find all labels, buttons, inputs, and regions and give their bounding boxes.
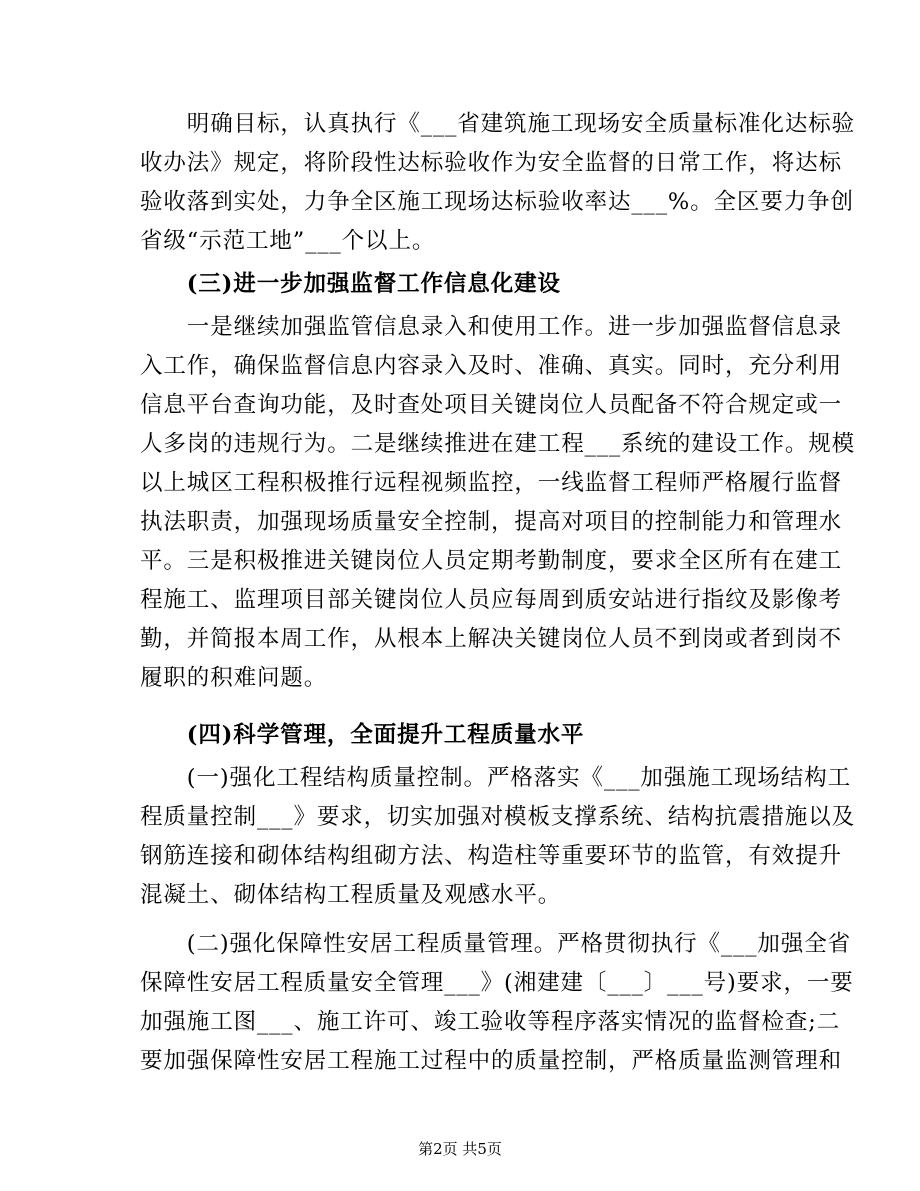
paragraph-line: (二)强化保障性安居工程质量管理。严格贯彻执行《___加强全省 (140, 931, 852, 957)
paragraph-line: 明确目标，认真执行《___省建筑施工现场安全质量标准化达标验 (140, 111, 856, 137)
section-heading: (三)进一步加强监督工作信息化建设 (140, 271, 561, 297)
paragraph-line: (一)强化工程结构质量控制。严格落实《___加强施工现场结构工 (140, 765, 852, 791)
paragraph-line: 程质量控制___》要求，切实加强对模板支撑系统、结构抗震措施以及 (140, 804, 856, 830)
paragraph-line: 验收落到实处，力争全区施工现场达标验收率达___%。全区要力争创 (140, 189, 854, 215)
paragraph-line: 保障性安居工程质量安全管理___》(湘建建〔___〕___号)要求，一要 (140, 970, 854, 996)
paragraph-line: 入工作，确保监督信息内容录入及时、准确、真实。同时，充分利用 (140, 353, 843, 379)
paragraph-line: 平。三是积极推进关键岗位人员定期考勤制度，要求全区所有在建工 (140, 548, 843, 574)
paragraph-line: 勤，并简报本周工作，从根本上解决关键岗位人员不到岗或者到岗不 (140, 626, 843, 652)
paragraph-line: 混凝土、砌体结构工程质量及观感水平。 (140, 882, 562, 908)
paragraph-line: 执法职责，加强现场质量安全控制，提高对项目的控制能力和管理水 (140, 509, 843, 535)
paragraph-line: 收办法》规定，将阶段性达标验收作为安全监督的日常工作，将达标 (140, 150, 843, 176)
section-heading: (四)科学管理，全面提升工程质量水平 (140, 722, 585, 748)
paragraph-line: 以上城区工程积极推行远程视频监控，一线监督工程师严格履行监督 (140, 470, 843, 496)
paragraph-line: 钢筋连接和砌体结构组砌方法、构造柱等重要环节的监管，有效提升 (140, 843, 843, 869)
paragraph-line: 要加强保障性安居工程施工过程中的质量控制，严格质量监测管理和 (140, 1048, 843, 1074)
paragraph-line: 信息平台查询功能，及时查处项目关键岗位人员配备不符合规定或一 (140, 392, 843, 418)
paragraph-line: 加强施工图___、施工许可、竣工验收等程序落实情况的监督检查;二 (140, 1009, 841, 1035)
paragraph-line: 履职的积难问题。 (140, 665, 328, 691)
page-number: 第2页 共5页 (418, 1140, 502, 1158)
paragraph-line: 人多岗的违规行为。二是继续推进在建工程___系统的建设工作。规模 (140, 431, 856, 457)
paragraph-line: 程施工、监理项目部关键岗位人员应每周到质安站进行指纹及影像考 (140, 587, 843, 613)
paragraph-line: 一是继续加强监管信息录入和使用工作。进一步加强监督信息录 (140, 314, 843, 340)
paragraph-line: 省级“示范工地”___个以上。 (140, 228, 436, 254)
